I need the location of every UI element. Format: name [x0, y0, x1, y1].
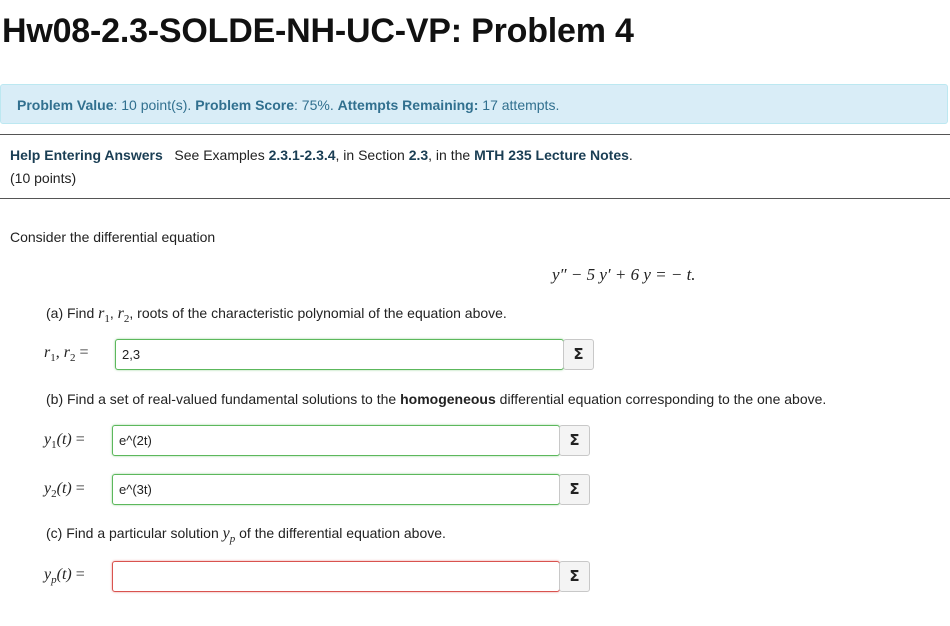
part-a-text-after: , roots of the characteristic polynomial of the equation above.	[129, 305, 507, 321]
divider-bottom	[0, 198, 950, 199]
y1-arg: (t)	[56, 431, 72, 448]
y1-letter: y	[44, 431, 52, 448]
y2-input[interactable]	[112, 474, 560, 505]
yp-label	[44, 566, 85, 586]
part-c-text-after: of the differential equation above.	[235, 525, 446, 541]
yp-label-letter: y	[44, 566, 52, 583]
r2-symbol	[117, 305, 130, 326]
roots-label-r2-sub: 2	[69, 352, 76, 365]
attempts-remaining-text: 17 attempts.	[478, 97, 560, 113]
help-text-4: .	[628, 147, 633, 163]
y2-arg: (t)	[56, 480, 72, 497]
y1-subscript: 1	[51, 439, 57, 452]
part-c-text-before: (c) Find a particular solution	[46, 525, 223, 541]
lecture-notes-ref: MTH 235 Lecture Notes	[474, 147, 629, 163]
page-title: Hw08-2.3-SOLDE-NH-UC-VP: Problem 4	[2, 12, 634, 50]
y1-input[interactable]	[112, 425, 560, 456]
part-b-text-before: (b) Find a set of real-valued fundamental solutions to the	[46, 391, 401, 407]
r1-letter: r	[98, 305, 105, 322]
y2-letter: y	[44, 480, 52, 497]
equation-editor-button-y2[interactable]: Σ	[559, 474, 590, 505]
roots-label-comma: ,	[55, 344, 64, 361]
yp-subscript: p	[229, 533, 236, 546]
equation-editor-button-y1[interactable]: Σ	[559, 425, 590, 456]
equation-editor-button-yp[interactable]: Σ	[559, 561, 590, 592]
part-b-bold: homogeneous	[400, 391, 496, 407]
roots-label	[44, 344, 89, 364]
y2-subscript: 2	[51, 488, 57, 501]
problem-score-label: Problem Score	[195, 97, 295, 113]
part-b-text-after: differential equation corresponding to the one above.	[495, 391, 827, 407]
equation-editor-button[interactable]: Σ	[563, 339, 594, 370]
roots-label-r1: r	[44, 344, 51, 361]
roots-label-r2: r	[63, 344, 70, 361]
problem-value-text: : 10 point(s).	[113, 97, 196, 113]
part-a-text-before: (a) Find	[46, 305, 99, 321]
y2-label	[44, 480, 85, 500]
part-a-question	[46, 305, 507, 325]
roots-label-eq: =	[75, 344, 89, 361]
y1-eq: =	[71, 431, 85, 448]
r1-subscript: 1	[104, 313, 110, 326]
roots-input[interactable]	[115, 339, 564, 370]
yp-input[interactable]	[112, 561, 560, 592]
problem-info-bar	[0, 84, 948, 124]
points-text: (10 points)	[10, 170, 77, 186]
yp-eq: =	[71, 566, 85, 583]
part-c-question	[46, 525, 446, 545]
section-ref: 2.3	[408, 147, 429, 163]
yp-letter: y	[222, 525, 230, 542]
help-text-1: See Examples	[174, 147, 269, 163]
r2-subscript: 2	[123, 313, 130, 326]
intro-text: Consider the differential equation	[10, 229, 216, 245]
help-text-3: , in the	[428, 147, 475, 163]
help-entering-answers-link[interactable]: Help Entering Answers	[10, 147, 163, 163]
yp-label-subscript: p	[51, 574, 57, 587]
help-text	[174, 147, 632, 163]
help-line	[10, 147, 633, 163]
examples-ref: 2.3.1-2.3.4	[268, 147, 336, 163]
yp-arg: (t)	[56, 566, 72, 583]
divider-top	[0, 134, 950, 135]
yp-symbol	[222, 525, 236, 546]
problem-value-label: Problem Value	[17, 97, 114, 113]
r1-symbol	[98, 305, 110, 326]
roots-label-r1-sub: 1	[50, 352, 56, 365]
differential-equation: y″ − 5 y′ + 6 y = − t.	[552, 265, 696, 284]
problem-score-text: : 75%.	[294, 97, 338, 113]
r2-letter: r	[117, 305, 124, 322]
help-text-2: , in Section	[335, 147, 409, 163]
attempts-remaining-label: Attempts Remaining:	[337, 97, 479, 113]
part-b-question	[46, 391, 826, 407]
part-a-comma: ,	[109, 305, 118, 321]
y2-eq: =	[71, 480, 85, 497]
y1-label	[44, 431, 85, 451]
